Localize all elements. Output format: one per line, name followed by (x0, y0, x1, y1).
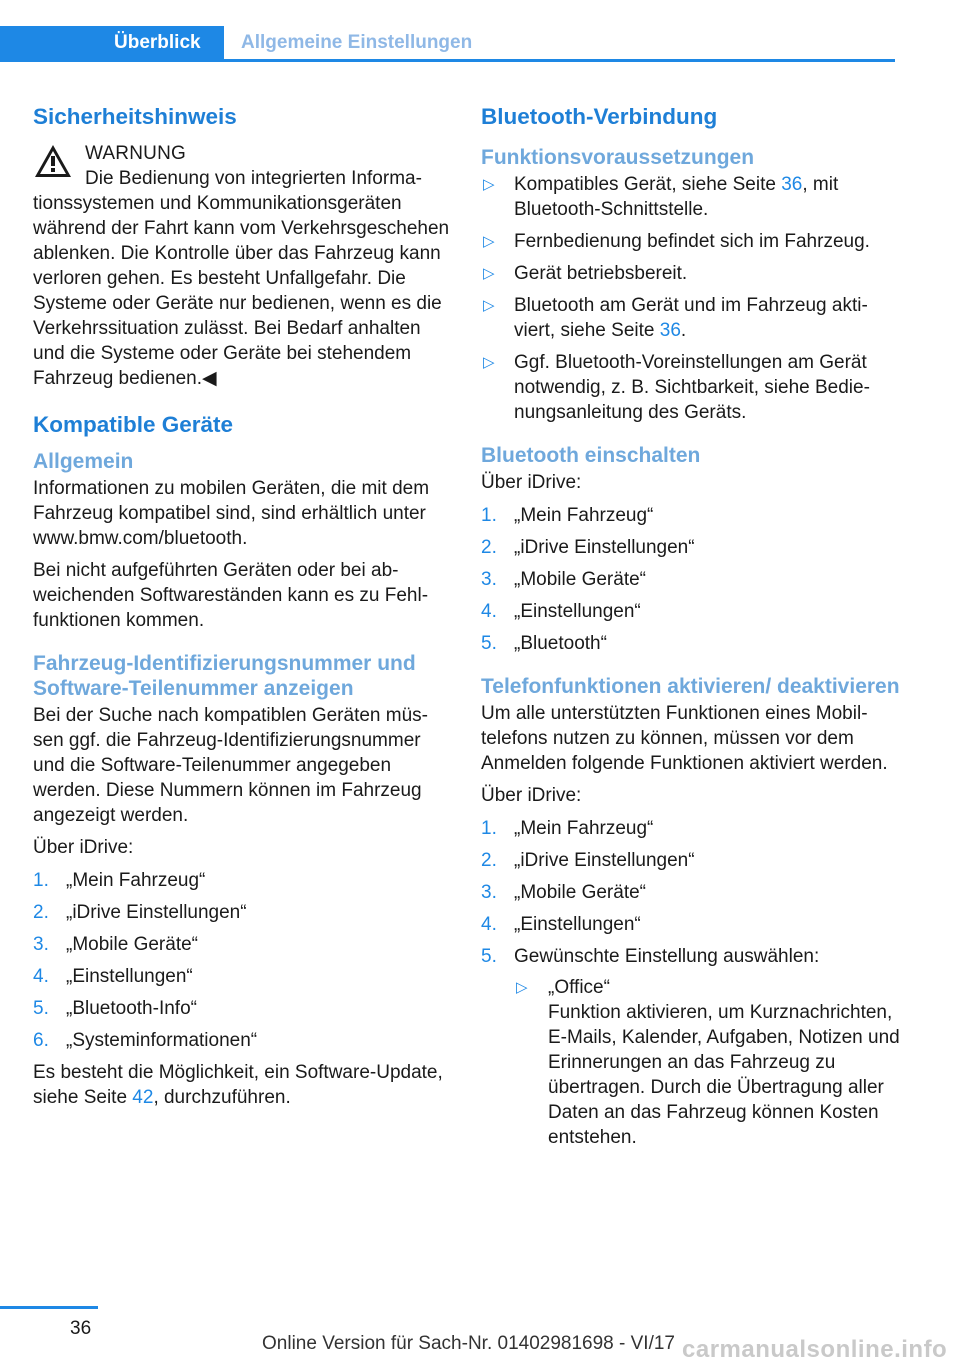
option-office-text: Funktion aktivieren, um Kurznachrichten, E-Mails, Kalender, Aufgaben, Notizen und Erinnerungen an das Fahrzeug zu übertragen. Durch die Übertragung aller Daten an das Fahrzeug können Kosten entstehen. (548, 1002, 900, 1148)
req-text: Bluetooth am Gerät und im Fahrzeug aktiviert, siehe Seite (514, 295, 868, 341)
subsection-title-phone-functions: Telefonfunktionen aktivieren/ deaktivieren (481, 675, 900, 698)
step-number: 2. (33, 902, 49, 923)
step-text: „Mein Fahrzeug“ (66, 870, 206, 891)
req-text: Fernbedienung befindet sich im Fahrzeug. (514, 231, 870, 252)
step-text: Gewünschte Einstellung auswählen: (514, 946, 820, 967)
list-item (481, 599, 901, 624)
req-text-end: . (680, 320, 687, 341)
tab-general-settings[interactable]: Allgemeine Einstellungen (241, 32, 473, 53)
general-paragraph-2: Bei nicht aufgeführten Geräten oder bei abweichenden Softwareständen kann es zu Fehlfunktionen kommen. (33, 560, 429, 631)
step-text: „Bluetooth“ (514, 633, 607, 654)
general-paragraph-1: Informationen zu mobilen Geräten, die mit dem Fahrzeug kompatibel sind, sind erhältlich unter www.bmw.com/bluetooth. (33, 478, 430, 549)
list-item (481, 912, 901, 937)
list-item (481, 567, 901, 592)
vin-paragraph-2: Über iDrive: (33, 837, 134, 858)
list-item (481, 816, 901, 841)
list-item (33, 900, 451, 925)
list-item (33, 932, 451, 957)
bluetooth-on-paragraph: Über iDrive: (481, 472, 582, 493)
list-item (33, 1028, 451, 1053)
list-item (33, 868, 451, 893)
triangle-bullet-icon: ▷ (483, 354, 495, 371)
list-item (481, 293, 901, 343)
list-item (481, 261, 901, 286)
step-number: 4. (481, 914, 497, 935)
list-item (481, 535, 901, 560)
req-text: Kompatibles Gerät, siehe Seite (514, 174, 782, 195)
requirements-list (481, 172, 901, 425)
step-text: „Einstellungen“ (66, 966, 193, 987)
section-title-compatible-devices: Kompatible Geräte (33, 412, 234, 437)
step-number: 3. (33, 934, 49, 955)
step-text: „Systeminformationen“ (66, 1030, 258, 1051)
step-text: „Bluetooth-Info“ (66, 998, 197, 1019)
list-item (33, 964, 451, 989)
step-number: 5. (481, 633, 497, 654)
step-text: „Mein Fahrzeug“ (514, 505, 654, 526)
bluetooth-on-steps-list (481, 503, 901, 656)
phone-functions-steps-list (481, 816, 901, 1150)
list-item (514, 975, 901, 1150)
warning-text: Die Bedienung von integrierten Informationssystemen und Kommunikationsgeräten während der Fahrt kann vom Verkehrsgeschehen ablenken. Die Kontrolle über das Fahrzeug kann verloren gehen. Es besteht Unfallgefahr. Die Systeme oder Geräte nur bedienen, wenn es die Verkehrssituation zulässt. Bei Bedarf anhalten und die Systeme oder Geräte bei stehendem Fahrzeug bedienen.◀ (33, 168, 450, 389)
list-item (33, 996, 451, 1021)
list-item (481, 848, 901, 873)
req-text: Ggf. Bluetooth-Voreinstellungen am Gerät notwendig, z. B. Sichtbarkeit, siehe Bedienungsanleitung des Geräts. (514, 352, 870, 423)
step-text: „Mobile Geräte“ (66, 934, 198, 955)
triangle-bullet-icon: ▷ (483, 297, 495, 314)
subsection-title-requirements: Funktionsvoraussetzungen (481, 146, 755, 169)
subsection-title-vin: Fahrzeug-Identifizierungsnummer und Software-Teilenummer anzeigen (33, 652, 416, 700)
section-title-safety: Sicherheitshinweis (33, 104, 237, 129)
step-text: „iDrive Einstellungen“ (66, 902, 247, 923)
phone-functions-paragraph-2: Über iDrive: (481, 785, 582, 806)
option-office-label: „Office“ (548, 977, 610, 998)
step-number: 1. (33, 870, 49, 891)
step-text: „Mobile Geräte“ (514, 569, 646, 590)
step-number: 6. (33, 1030, 49, 1051)
triangle-bullet-icon: ▷ (483, 265, 495, 282)
page-link-36[interactable]: 36 (659, 320, 681, 341)
footer-version-text: Online Version für Sach-Nr. 01402981698 - VI/17 (262, 1333, 675, 1354)
left-column (33, 98, 451, 1117)
software-update-text-end: , durchzuführen. (153, 1087, 291, 1108)
warning-triangle-icon (33, 143, 73, 179)
software-update-paragraph (33, 1060, 451, 1110)
subsection-title-general: Allgemein (33, 450, 134, 473)
step-text: „Mobile Geräte“ (514, 882, 646, 903)
req-text-end: , mit Bluetooth-Schnittstelle. (514, 174, 839, 220)
step-number: 3. (481, 569, 497, 590)
step-text: „Einstellungen“ (514, 914, 641, 935)
footer-accent-line (0, 1306, 98, 1309)
step-number: 2. (481, 850, 497, 871)
step-number: 4. (481, 601, 497, 622)
vin-steps-list (33, 868, 451, 1053)
triangle-bullet-icon: ▷ (483, 233, 495, 250)
watermark-text: carmanualsonline.info (682, 1336, 948, 1362)
step-number: 2. (481, 537, 497, 558)
page-link-42[interactable]: 42 (132, 1087, 154, 1108)
step-text: „iDrive Einstellungen“ (514, 850, 695, 871)
software-update-text: Es besteht die Möglichkeit, ein Software-Update, siehe Seite (33, 1062, 443, 1108)
list-item (481, 631, 901, 656)
page-number: 36 (70, 1318, 92, 1339)
right-column (481, 98, 901, 1162)
step-number: 1. (481, 505, 497, 526)
step-text: „Mein Fahrzeug“ (514, 818, 654, 839)
section-title-bluetooth: Bluetooth-Verbindung (481, 104, 718, 129)
triangle-bullet-icon: ▷ (483, 176, 495, 193)
list-item (481, 503, 901, 528)
phone-functions-paragraph-1: Um alle unterstützten Funktionen eines Mobiltelefons nutzen zu können, müssen vor dem Anmelden folgende Funktionen aktiviert werden. (481, 703, 888, 774)
list-item (481, 944, 901, 1150)
vin-paragraph-1: Bei der Suche nach kompatiblen Geräten müssen ggf. die Fahrzeug-Identifizierungsnummer und die Software-Teilenummer angegeben werden. Diese Nummern können im Fahrzeug angezeigt werden. (33, 705, 428, 826)
step-number: 5. (481, 946, 497, 967)
warning-title: WARNUNG (85, 143, 186, 164)
list-item (481, 172, 901, 222)
step-number: 5. (33, 998, 49, 1019)
req-text: Gerät betriebsbereit. (514, 263, 688, 284)
tab-overview[interactable]: Überblick (0, 26, 224, 60)
settings-options-list (514, 975, 901, 1150)
triangle-bullet-icon: ▷ (516, 979, 528, 996)
step-number: 4. (33, 966, 49, 987)
list-item (481, 229, 901, 254)
list-item (481, 350, 901, 425)
step-text: „iDrive Einstellungen“ (514, 537, 695, 558)
list-item (481, 880, 901, 905)
warning-box (33, 141, 451, 391)
header-bar (0, 26, 895, 62)
step-text: „Einstellungen“ (514, 601, 641, 622)
step-number: 3. (481, 882, 497, 903)
step-number: 1. (481, 818, 497, 839)
subsection-title-bluetooth-on: Bluetooth einschalten (481, 444, 701, 467)
page-link-36[interactable]: 36 (781, 174, 803, 195)
